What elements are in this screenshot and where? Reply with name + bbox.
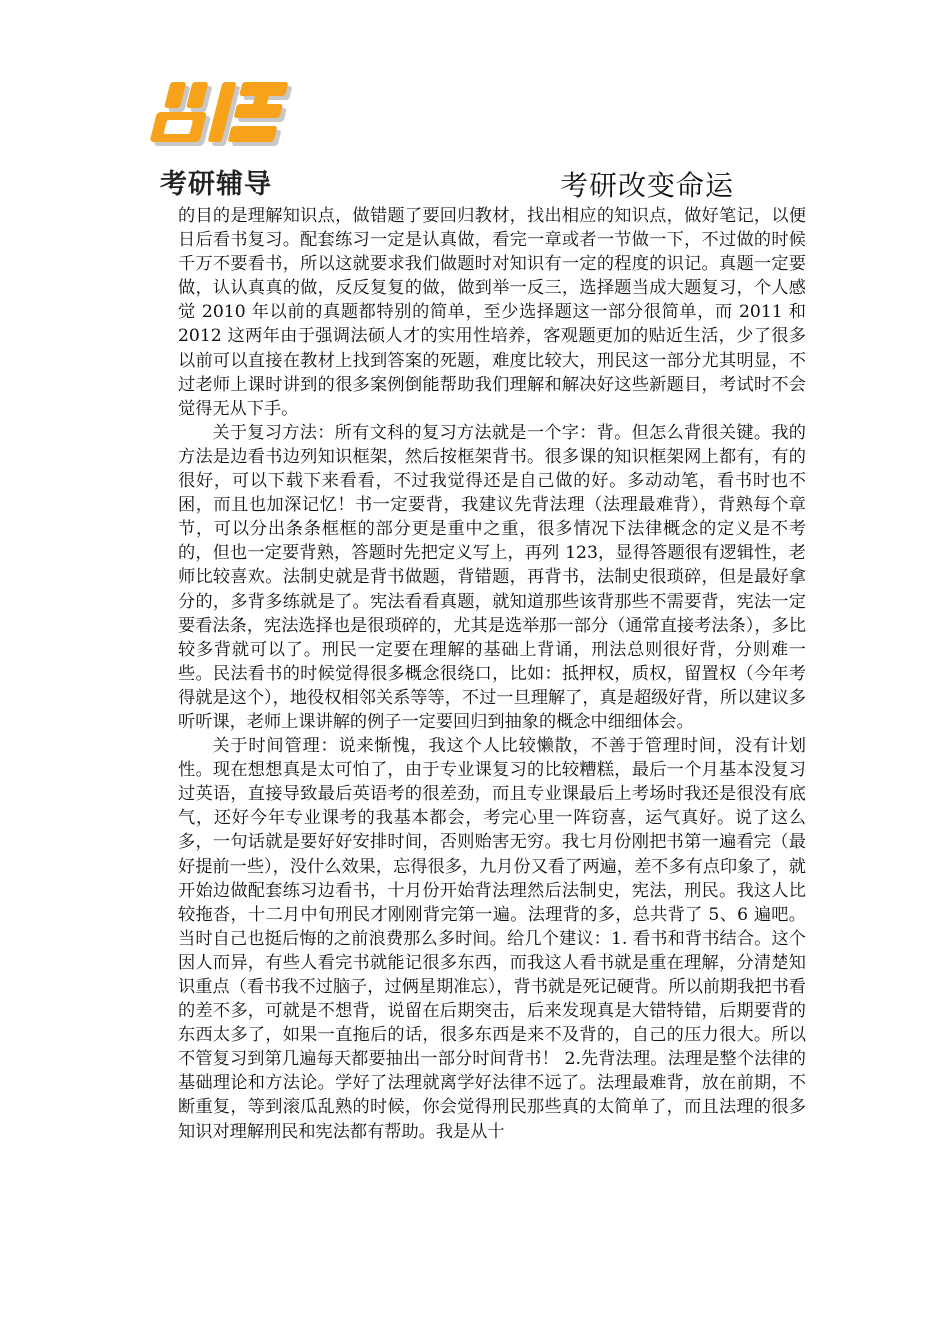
article-body xyxy=(178,204,806,1144)
kaicheng-logo-icon xyxy=(150,76,300,156)
logo-subtitle: 考研辅导 xyxy=(160,169,272,200)
paragraph: 关于时间管理：说来惭愧，我这个人比较懒散，不善于管理时间，没有计划性。现在想想真是太可怕了，由于专业课复习的比较糟糕，最后一个月基本没复习过英语，直接导致最后英语考的很差劲，而且专业课最后上考场时我还是很没有底气，还好今年专业课考的我基本都会，考完心里一阵窃喜，运气真好。说了这么多，一句话就是要好好安排时间，否则贻害无穷。我七月份刚把书第一遍看完（最好提前一些），没什么效果，忘得很多，九月份又看了两遍，差不多有点印象了，就开始边做配套练习边看书，十月份开始背法理然后法制史，宪法，刑民。我这人比较拖沓，十二月中旬刑民才刚刚背完第一遍。法理背的多，总共背了 5、6 遍吧。当时自己也挺后悔的之前浪费那么多时间。给几个建议：1. 看书和背书结合。这个因人而异，有些人看完书就能记很多东西，而我这人看书就是重在理解，分清楚知识重点（看书我不过脑子，过俩星期准忘），背书就是死记硬背。所以前期我把书看的差不多，可就是不想背，说留在后期突击，后来发现真是大错特错，后期要背的东西太多了，如果一直拖后的话，很多东西是来不及背的，自己的压力很大。所以不管复习到第几遍每天都要抽出一部分时间背书！ 2.先背法理。法理是整个法律的基础理论和方法论。学好了法理就离学好法律不远了。法理最难背，放在前期，不断重复，等到滚瓜乱熟的时候，你会觉得刑民那些真的太简单了，而且法理的很多知识对理解刑民和宪法都有帮助。我是从十 xyxy=(178,736,806,1142)
paragraph: 关于复习方法：所有文科的复习方法就是一个字：背。但怎么背很关键。我的方法是边看书边列知识框架，然后按框架背书。很多课的知识框架网上都有，有的很好，可以下载下来看看，不过我觉得还是自己做的好。多动动笔，看书时也不困，而且也加深记忆！书一定要背，我建议先背法理（法理最难背），背熟每个章节，可以分出条条框框的部分更是重中之重，很多情况下法律概念的定义是不考的，但也一定要背熟，答题时先把定义写上，再列 123，显得答题很有逻辑性，老师比较喜欢。法制史就是背书做题，背错题，再背书，法制史很琐碎，但是最好拿分的，多背多练就是了。宪法看看真题，就知道那些该背那些不需要背，宪法一定要看法条，宪法选择也是很琐碎的，尤其是选举那一部分（通常直接考法条），多比较多背就可以了。刑民一定要在理解的基础上背诵，刑法总则很好背，分则难一些。民法看书的时候觉得很多概念很绕口，比如：抵押权，质权，留置权（今年考得就是这个），地役权相邻关系等等，不过一旦理解了，真是超级好背，所以建议多听听课，老师上课讲解的例子一定要回归到抽象的概念中细细体会。 xyxy=(178,422,806,732)
brand-logo xyxy=(150,76,300,200)
header-motto: 考研改变命运 xyxy=(560,169,735,202)
paragraph: 的目的是理解知识点，做错题了要回归教材，找出相应的知识点，做好笔记，以便日后看书复习。配套练习一定是认真做，看完一章或者一节做一下，不过做的时候千万不要看书，所以这就要求我们做题时对知识有一定的程度的识记。真题一定要做，认认真真的做，反反复复的做，做到举一反三，选择题当成大题复习，个人感觉 2010 年以前的真题都特别的简单，至少选择题这一部分很简单，而 2011 和 2012 这两年由于强调法硕人才的实用性培养，客观题更加的贴近生活，少了很多以前可以直接在教材上找到答案的死题，难度比较大，刑民这一部分尤其明显，不过老师上课时讲到的很多案例倒能帮助我们理解和解决好这些新题目，考试时不会觉得无从下手。 xyxy=(178,206,806,419)
